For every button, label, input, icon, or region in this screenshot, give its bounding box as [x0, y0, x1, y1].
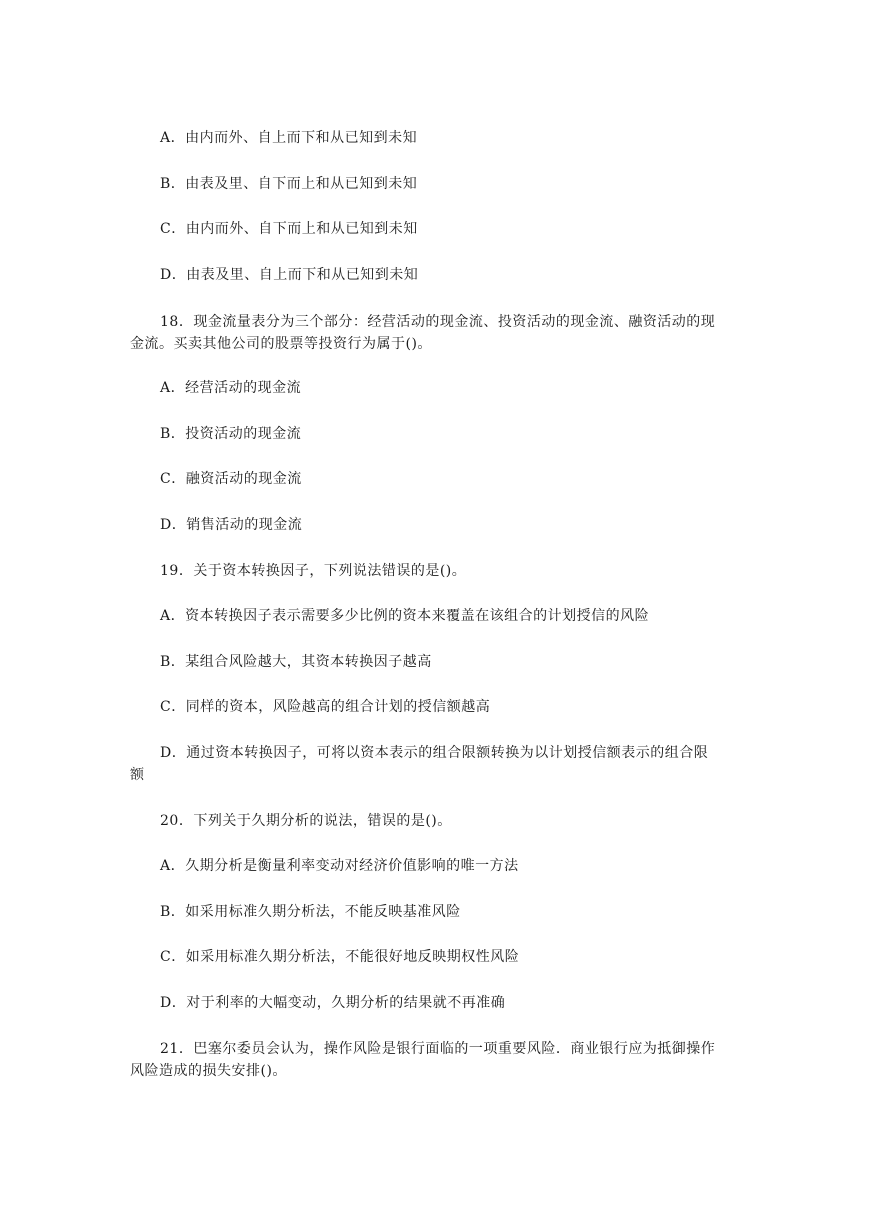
q19-option-d-line2: 额 [130, 767, 145, 783]
q19-option-d-line1: D．通过资本转换因子，可将以资本表示的组合限额转换为以计划授信额表示的组合限 [160, 745, 709, 761]
q17-option-a: A．由内而外、自上而下和从已知到未知 [160, 130, 418, 146]
q17-option-d: D．由表及里、自上而下和从已知到未知 [160, 267, 419, 283]
q17-option-c: C．由内而外、自下而上和从已知到未知 [160, 221, 418, 237]
q20-option-b: B．如采用标准久期分析法，不能反映基准风险 [160, 904, 461, 920]
q18-stem-line2: 金流。买卖其他公司的股票等投资行为属于()。 [130, 336, 432, 352]
q18-option-b: B．投资活动的现金流 [160, 426, 302, 442]
q19-option-b: B．某组合风险越大，其资本转换因子越高 [160, 654, 432, 670]
q18-option-c: C．融资活动的现金流 [160, 471, 302, 487]
q19-option-c: C．同样的资本，风险越高的组合计划的授信额越高 [160, 699, 491, 715]
q21-stem-line2: 风险造成的损失安排()。 [130, 1063, 287, 1079]
q20-option-d: D．对于利率的大幅变动，久期分析的结果就不再准确 [160, 995, 506, 1011]
q18-option-a: A．经营活动的现金流 [160, 380, 302, 396]
q18-option-d: D．销售活动的现金流 [160, 517, 303, 533]
q20-option-a: A．久期分析是衡量利率变动对经济价值影响的唯一方法 [160, 858, 519, 874]
q21-stem-line1: 21．巴塞尔委员会认为，操作风险是银行面临的一项重要风险．商业银行应为抵御操作 [160, 1041, 716, 1057]
q18-stem-line1: 18．现金流量表分为三个部分：经营活动的现金流、投资活动的现金流、融资活动的现 [160, 314, 716, 330]
q19-stem: 19．关于资本转换因子，下列说法错误的是()。 [160, 563, 467, 579]
q19-option-a: A．资本转换因子表示需要多少比例的资本来覆盖在该组合的计划授信的风险 [160, 608, 650, 624]
q20-stem: 20．下列关于久期分析的说法，错误的是()。 [160, 813, 452, 829]
q20-option-c: C．如采用标准久期分析法，不能很好地反映期权性风险 [160, 949, 520, 965]
q17-option-b: B．由表及里、自下而上和从已知到未知 [160, 176, 418, 192]
